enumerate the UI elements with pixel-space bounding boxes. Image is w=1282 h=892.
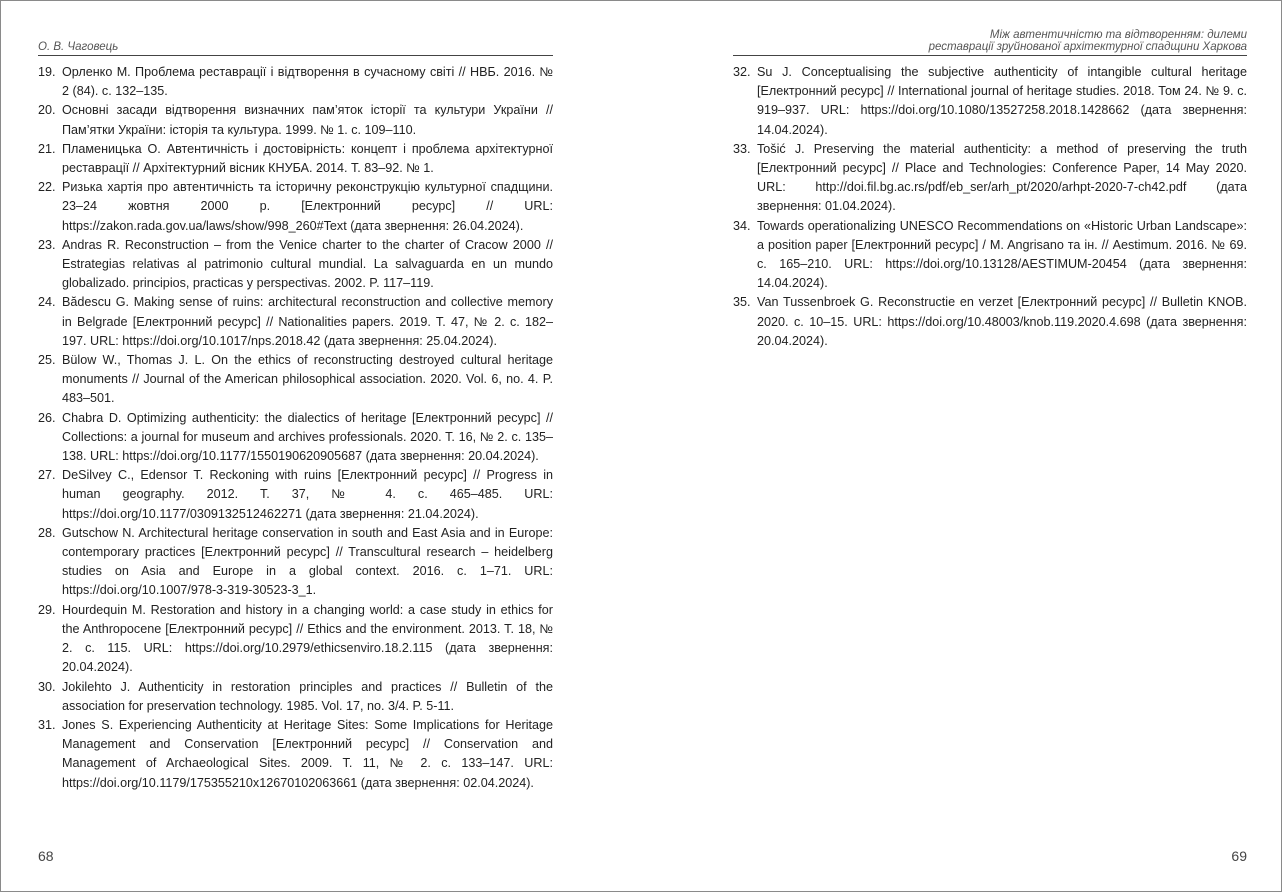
reference-item — [38, 524, 553, 601]
reference-text: Van Tussenbroek G. Reconstructie en verzet [Електронний ресурс] // Bulletin KNOB. 2020. с. 10–15. URL: https://doi.org/10.48003/knob.119.2020.4.698 (дата звернення: 20.04.2024). — [757, 295, 1247, 348]
reference-text: Su J. Conceptualising the subjective authenticity of intangible cultural heritage [Електронний ресурс] // International journal of heritage studies. 2018. Том 24. № 9. с. 919–937. URL: https://doi.org/10.1080/13527258.2018.1428662 (дата звернення: 14.04.2024). — [757, 65, 1247, 137]
reference-text: Jokilehto J. Authenticity in restoration principles and practices // Bulletin of the association for preservation technology. 1985. Vol. 17, no. 3/4. P. 5-11. — [62, 679, 553, 713]
reference-number: 31. — [38, 717, 56, 732]
reference-item — [733, 63, 1247, 140]
reference-text: Пламеницька О. Автентичність і достовірність: концепт і проблема архітектурної реставрації // Архітектурний вісник КНУБА. 2014. Т. 83–92. № 1. — [62, 141, 553, 176]
running-header — [38, 23, 553, 56]
reference-item — [38, 236, 553, 294]
reference-item — [38, 101, 553, 139]
reference-number: 29. — [38, 602, 56, 617]
reference-number: 19. — [38, 65, 56, 79]
reference-item — [38, 409, 553, 467]
reference-item — [38, 178, 553, 236]
reference-text: Towards operationalizing UNESCO Recommendations on «Historic Urban Landscape»: a position paper [Електронний ресурс] / M. Angrisano та ін. // Aestimum. 2016. № 69. с. 165–210. URL: https://doi.org/10.13128/AESTIMUM-20454 (дата звернення: 14.04.2024). — [757, 218, 1247, 291]
reference-number: 32. — [733, 65, 751, 79]
reference-item — [38, 678, 553, 716]
reference-text: Ризька хартія про автентичність та історичну реконструкцію культурної спадщини. 23–24 жовтня 2000 р. [Електронний ресурс] // URL: https://zakon.rada.gov.ua/laws/show/998_260#Text (дата звернення: 26.04.2024). — [62, 180, 553, 233]
running-head-line: реставрації зруйнованої архітектурної спадщини Харкова — [928, 41, 1247, 53]
running-header — [733, 23, 1247, 56]
right-page — [642, 1, 1282, 891]
reference-item — [38, 466, 553, 524]
reference-item — [38, 293, 553, 351]
reference-number: 27. — [38, 468, 56, 483]
reference-number: 35. — [733, 295, 751, 310]
reference-text: Bülow W., Thomas J. L. On the ethics of reconstructing destroyed cultural heritage monuments // Journal of the American philosophical association. 2020. Vol. 6, no. 4. P. 483–501. — [62, 353, 553, 406]
running-head-line: Між автентичністю та відтворенням: дилеми — [989, 29, 1247, 41]
reference-item — [38, 63, 553, 101]
reference-item — [38, 716, 553, 793]
reference-text: Орленко М. Проблема реставрації і відтворення в сучасному світі // НВБ. 2016. № 2 (84). с. 132–135. — [62, 65, 553, 99]
page-number: 68 — [38, 848, 54, 864]
reference-list — [733, 63, 1247, 351]
reference-text: Jones S. Experiencing Authenticity at Heritage Sites: Some Implications for Heritage Management and Conservation [Електронний ресурс] // Conservation and Management of Archaeological Sites. 2009. T. 11, № 2. с. 133–147. URL: https://doi.org/10.1179/175355210x12670102063661 (дата звернення: 02.04.2024). — [62, 717, 553, 790]
reference-text: DeSilvey C., Edensor T. Reckoning with ruins [Електронний ресурс] // Progress in human geography. 2012. T. 37, № 4. с. 465–485. URL: https://doi.org/10.1177/0309132512462271 (дата звернення: 21.04.2024). — [62, 468, 553, 521]
reference-number: 33. — [733, 141, 751, 156]
reference-text: Hourdequin M. Restoration and history in a changing world: a case study in ethics for the Anthropocene [Електронний ресурс] // Ethics and the environment. 2013. T. 18, № 2. с. 115. URL: https://doi.org/10.2979/ethicsenviro.18.2.115 (дата звернення: 20.04.2024). — [62, 602, 553, 675]
reference-item — [733, 293, 1247, 351]
reference-number: 28. — [38, 525, 56, 540]
reference-number: 30. — [38, 679, 56, 694]
reference-text: Основні засади відтворення визначних пам’яток історії та культури України // Пам’ятки України: історія та культура. 1999. № 1. с. 109–110. — [62, 103, 553, 137]
reference-item — [38, 140, 553, 178]
reference-number: 26. — [38, 410, 56, 425]
reference-item — [38, 601, 553, 678]
reference-number: 34. — [733, 218, 751, 233]
reference-text: Andras R. Reconstruction – from the Venice charter to the charter of Cracow 2000 // Estrategias relativas al patrimonio cultural mundial. La salvaguarda en un mundo globalizado. principios, practicas y perspectivas. 2002. P. 117–119. — [62, 237, 553, 291]
reference-number: 21. — [38, 141, 56, 156]
page-number: 69 — [1231, 848, 1247, 864]
reference-number: 22. — [38, 180, 56, 195]
running-head-title — [929, 29, 1247, 53]
reference-text: Gutschow N. Architectural heritage conservation in south and East Asia and in Europe: contemporary practices [Електронний ресурс] // Transcultural research – heidelberg studies on Asia and Europe in a global context. 2016. с. 1–71. URL: https://doi.org/10.1007/978-3-319-30523-3_1. — [62, 525, 553, 598]
reference-number: 23. — [38, 237, 56, 252]
reference-item — [733, 140, 1247, 217]
left-page — [1, 1, 641, 891]
reference-number: 20. — [38, 103, 56, 118]
running-head-author: О. В. Чаговець — [38, 41, 119, 53]
reference-text: Bădescu G. Making sense of ruins: architectural reconstruction and collective memory in Belgrade [Електронний ресурс] // Nationalities papers. 2019. T. 47, № 2. с. 182–197. URL: https://doi.org/10.1017/nps.2018.42 (дата звернення: 25.04.2024). — [62, 295, 553, 348]
reference-number: 25. — [38, 353, 56, 368]
reference-item — [733, 217, 1247, 294]
reference-number: 24. — [38, 295, 56, 310]
reference-text: Chabra D. Optimizing authenticity: the dialectics of heritage [Електронний ресурс] // Collections: a journal for museum and archives professionals. 2020. T. 16, № 2. с. 135–138. URL: https://doi.org/10.1177/1550190620905687 (дата звернення: 20.04.2024). — [62, 410, 553, 464]
reference-text: Tošić J. Preserving the material authenticity: a method of preserving the truth [Електронний ресурс] // Place and Technologies: Conference Paper, 14 May 2020. URL: http://doi.fil.bg.ac.rs/pdf/eb_ser/arh_pt/2020/arhpt-2020-7-ch42.pdf (дата звернення: 01.04.2024). — [757, 141, 1247, 214]
reference-list — [38, 63, 553, 793]
reference-item — [38, 351, 553, 409]
